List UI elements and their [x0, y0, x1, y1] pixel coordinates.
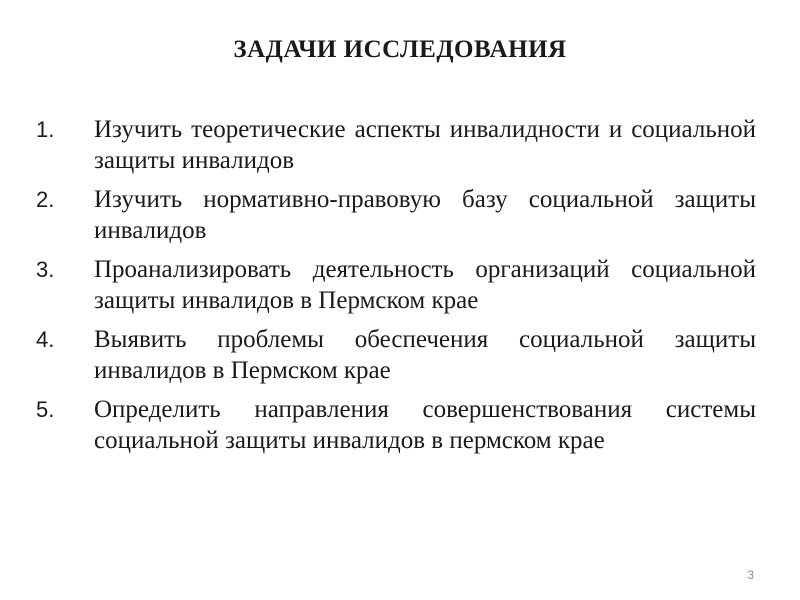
list-item-number: 4.	[36, 327, 55, 352]
list-item-text: Проанализировать деятельность организаций социальной защиты инвалидов в Пермском крае	[94, 256, 756, 314]
slide-title: ЗАДАЧИ ИССЛЕДОВАНИЯ	[233, 36, 567, 63]
list-item	[36, 114, 756, 176]
list-item-number: 1.	[36, 117, 55, 142]
list-item-text: Изучить теоретические аспекты инвалидности и социальной защиты инвалидов	[94, 116, 756, 174]
page-number: 3	[747, 568, 754, 582]
list-item-text: Изучить нормативно-правовую базу социальной защиты инвалидов	[94, 186, 756, 244]
list-item-text: Выявить проблемы обеспечения социальной защиты инвалидов в Пермском крае	[94, 326, 756, 384]
task-list	[36, 114, 756, 464]
list-item	[36, 324, 756, 386]
list-item	[36, 184, 756, 246]
list-item	[36, 254, 756, 316]
list-item-number: 2.	[36, 187, 55, 212]
list-item	[36, 394, 756, 456]
list-item-number: 5.	[36, 397, 55, 422]
list-item-number: 3.	[36, 257, 55, 282]
list-item-text: Определить направления совершенствования системы социальной защиты инвалидов в пермском крае	[94, 396, 756, 454]
